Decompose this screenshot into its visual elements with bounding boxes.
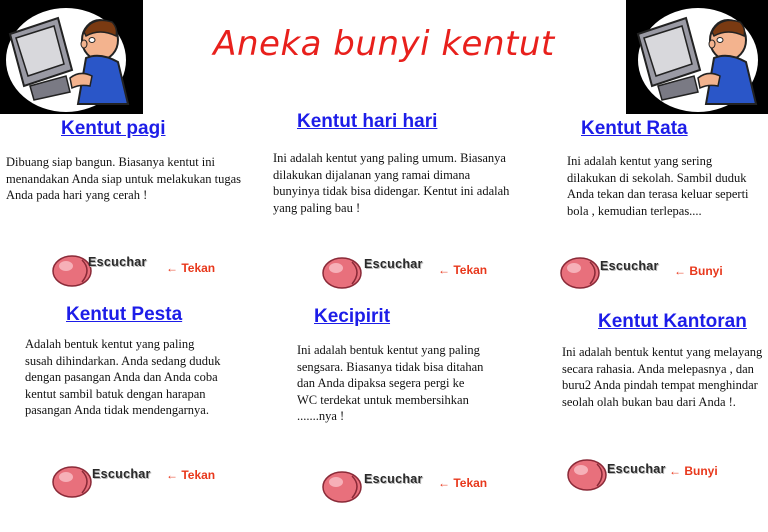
play-action-label: Tekan [453, 263, 488, 277]
page-title: Aneka bunyi kentut [213, 24, 555, 64]
play-action-link[interactable] [166, 261, 215, 275]
card-title-link[interactable]: Kentut Kantoran [598, 311, 747, 332]
player-label: Escuchar [88, 255, 147, 269]
card-kentut-pesta [25, 304, 225, 419]
audio-player-kentut-kantoran[interactable] [567, 456, 747, 496]
card-title-link[interactable]: Kentut Rata [581, 118, 688, 139]
card-title-link[interactable]: Kentut Pesta [66, 304, 183, 325]
card-kecipirit [297, 306, 487, 425]
play-action-link[interactable] [166, 468, 215, 482]
player-label: Escuchar [92, 467, 151, 481]
play-action-label: Bunyi [689, 264, 723, 278]
play-action-label: Bunyi [684, 464, 718, 478]
left-arrow-icon: ← [166, 468, 178, 482]
play-action-link[interactable] [438, 263, 487, 277]
card-title-link[interactable]: Kentut hari hari [297, 111, 438, 132]
speaker-blob-icon [52, 463, 96, 499]
card-description: Ini adalah kentut yang paling umum. Biasanya dilakukan dijalanan yang ramai dimana bunyinya tidak bisa didengar. Kentut ini adalah yang paling bau ! [273, 151, 510, 215]
play-action-label: Tekan [181, 261, 216, 275]
play-action-link[interactable] [669, 464, 718, 478]
card-description: Ini adalah kentut yang sering dilakukan di sekolah. Sambil duduk Anda tekan dan terasa keluar seperti bola , kemudian terlepas.... [567, 154, 749, 218]
card-kentut-rata [567, 118, 763, 219]
audio-player-kentut-hari-hari[interactable] [322, 254, 502, 294]
left-arrow-icon: ← [166, 261, 178, 275]
card-title-link[interactable]: Kecipirit [314, 306, 391, 327]
left-arrow-icon: ← [674, 264, 686, 278]
left-arrow-icon: ← [438, 476, 450, 490]
card-description: Adalah bentuk kentut yang paling susah dihindarkan. Anda sedang duduk dengan pasangan Anda dan Anda coba kentut sambil batuk dengan harapan pasangan Anda tidak mendengarnya. [25, 337, 221, 417]
speaker-blob-icon [567, 456, 611, 492]
player-label: Escuchar [607, 462, 666, 476]
card-kentut-pagi [6, 118, 250, 204]
play-action-label: Tekan [453, 476, 488, 490]
speaker-blob-icon [560, 254, 604, 290]
play-action-label: Tekan [181, 468, 216, 482]
play-action-link[interactable] [438, 476, 487, 490]
card-description: Ini adalah bentuk kentut yang melayang secara rahasia. Anda melepasnya , dan buru2 Anda pindah tempat menghindar seolah olah bukan bau dari Anda !. [562, 345, 763, 409]
left-arrow-icon: ← [438, 263, 450, 277]
audio-player-kentut-pagi[interactable] [52, 252, 232, 292]
play-action-link[interactable] [674, 264, 723, 278]
speaker-blob-icon [322, 254, 366, 290]
card-kentut-hari-hari [273, 111, 513, 216]
audio-player-kentut-rata[interactable] [560, 254, 740, 294]
card-kentut-kantoran [562, 311, 764, 410]
left-arrow-icon: ← [669, 464, 681, 478]
player-label: Escuchar [364, 472, 423, 486]
card-title-link[interactable]: Kentut pagi [61, 118, 166, 139]
card-description: Dibuang siap bangun. Biasanya kentut ini menandakan Anda siap untuk melakukan tugas Anda pada hari yang cerah ! [6, 155, 242, 202]
audio-player-kentut-pesta[interactable] [52, 463, 232, 503]
audio-player-kecipirit[interactable] [322, 468, 502, 508]
player-label: Escuchar [600, 259, 659, 273]
card-description: Ini adalah bentuk kentut yang paling sengsara. Biasanya tidak bisa ditahan dan Anda dipaksa segera pergi ke WC terdekat untuk membersihkan .......nya ! [297, 343, 484, 423]
player-label: Escuchar [364, 257, 423, 271]
speaker-blob-icon [322, 468, 366, 504]
